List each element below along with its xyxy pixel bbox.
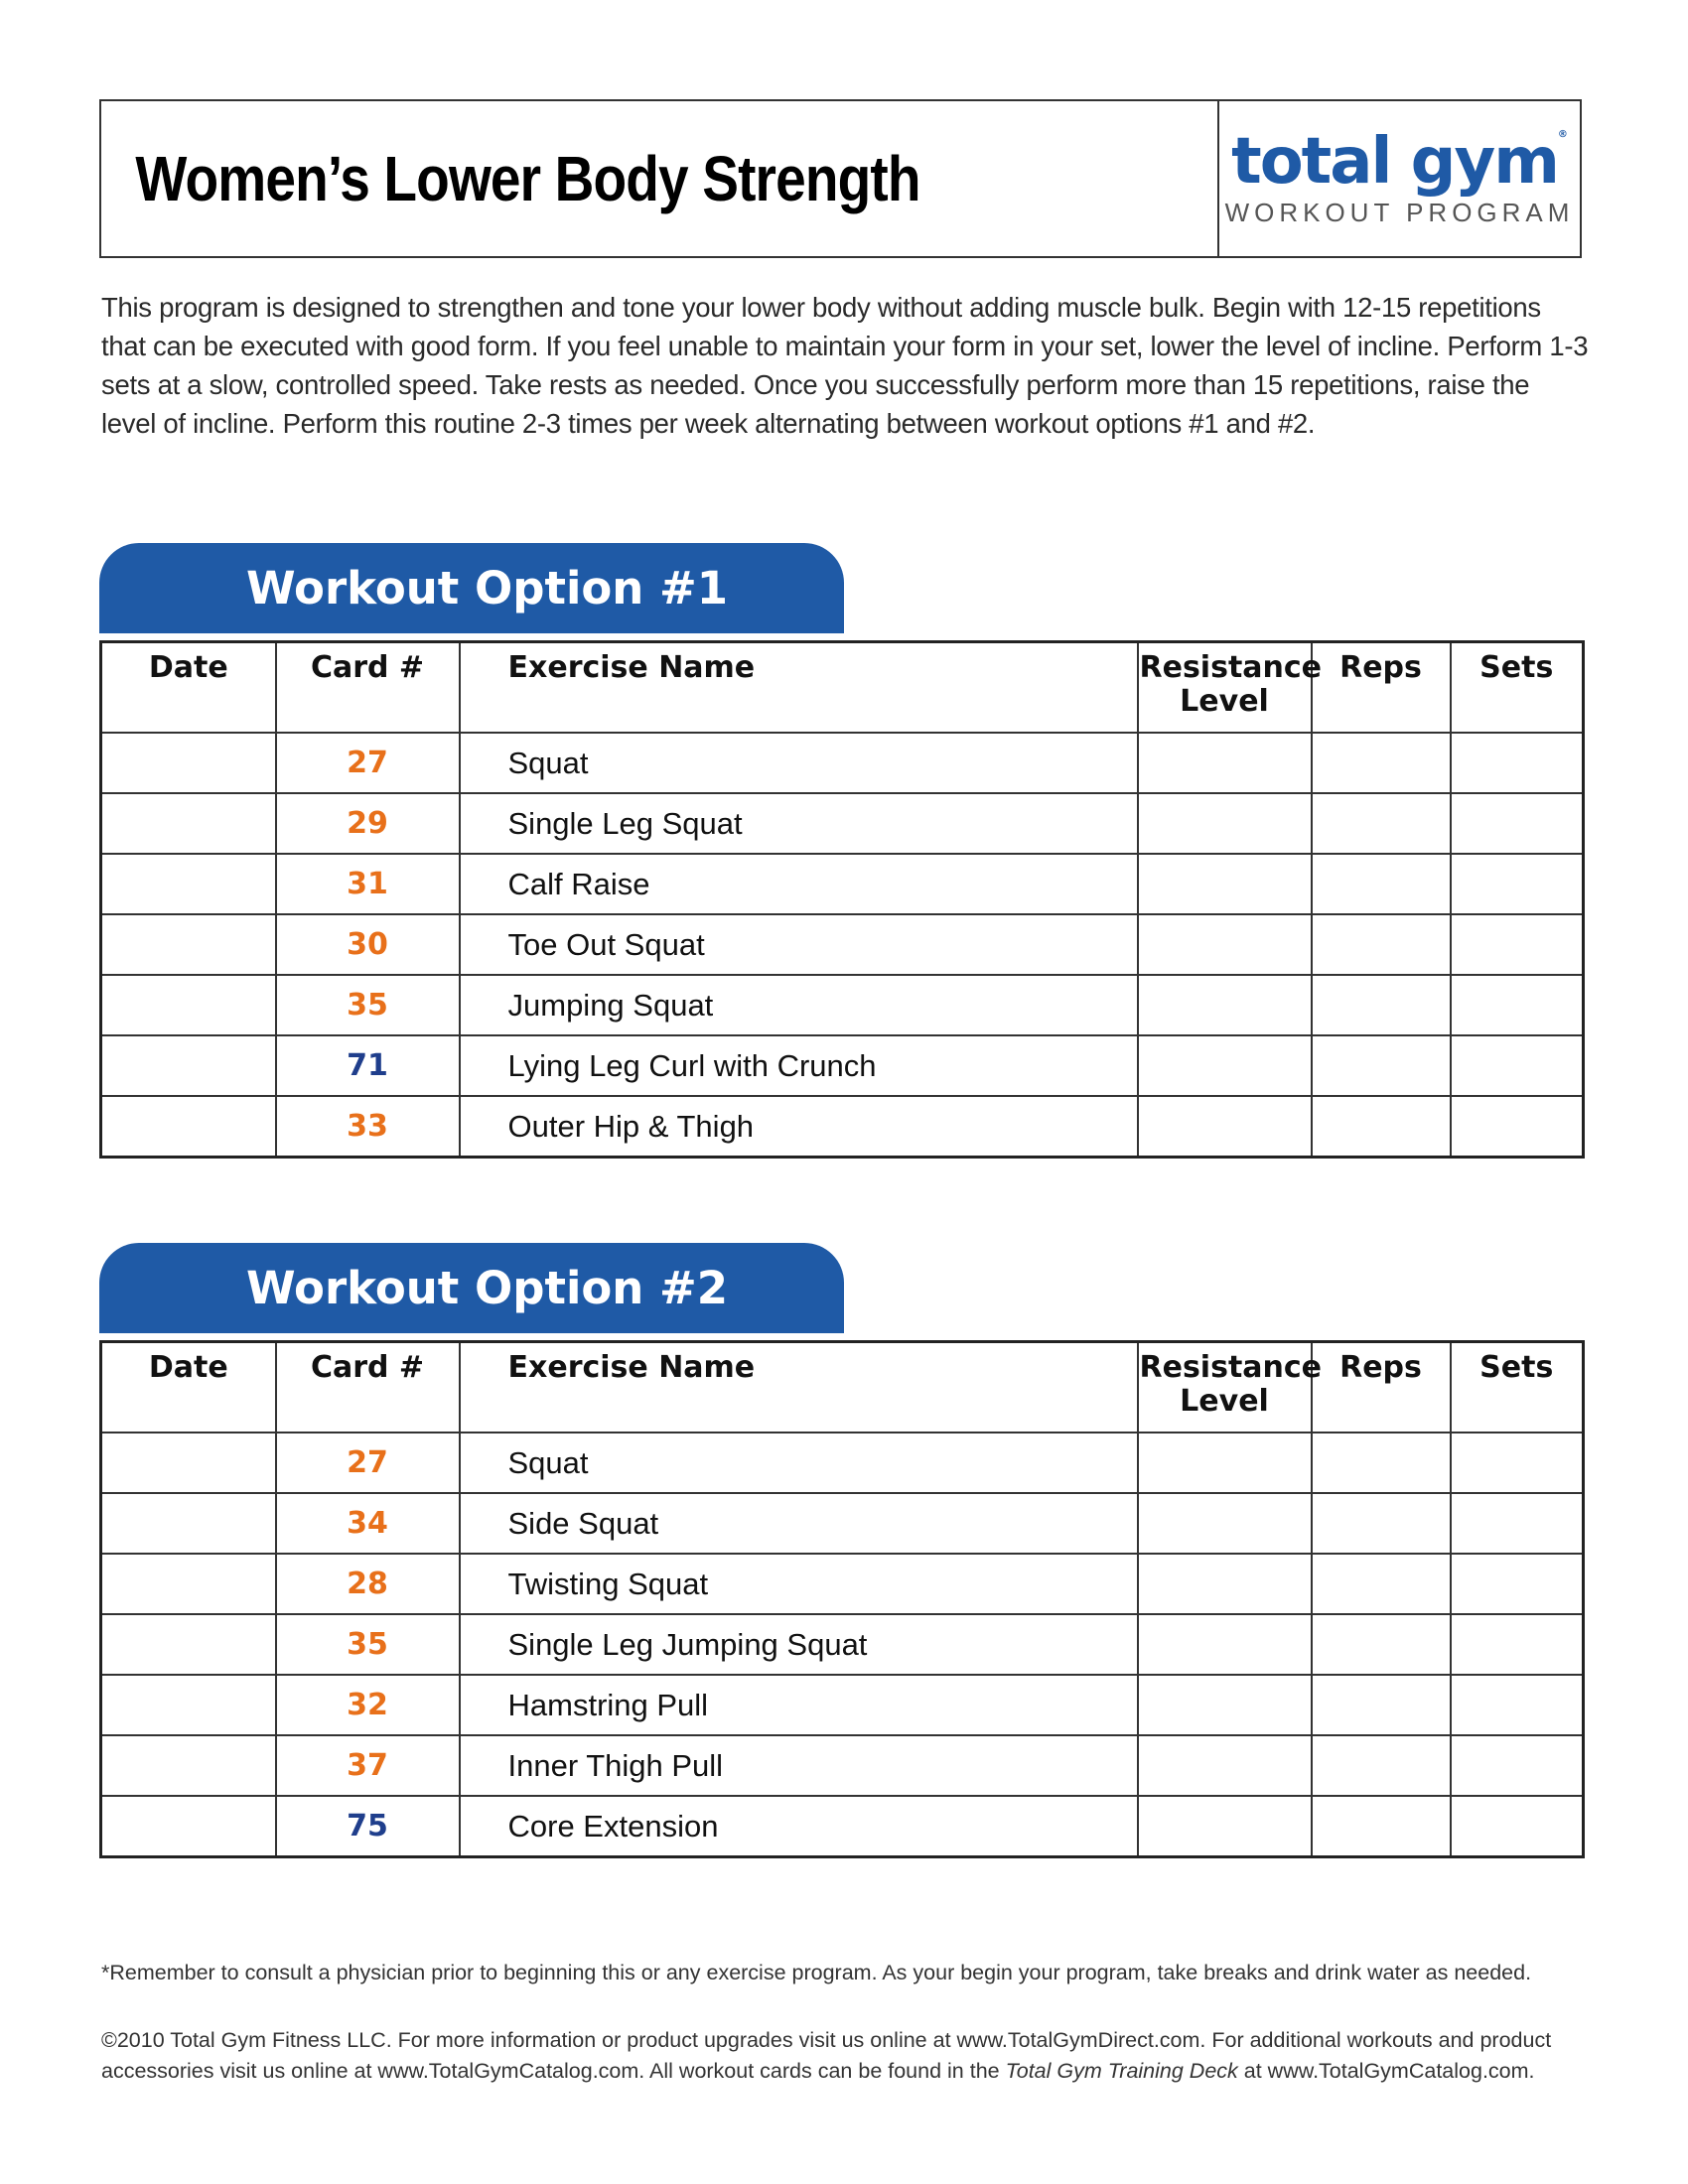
- col-sets: Sets: [1451, 1342, 1584, 1433]
- col-reps: Reps: [1312, 642, 1451, 734]
- sets-cell[interactable]: [1451, 733, 1584, 793]
- resistance-cell[interactable]: [1138, 793, 1312, 854]
- sets-cell[interactable]: [1451, 914, 1584, 975]
- reps-cell[interactable]: [1312, 975, 1451, 1035]
- workout-option-2: [99, 1243, 1582, 1858]
- card-number: 34: [276, 1493, 460, 1554]
- sets-cell[interactable]: [1451, 793, 1584, 854]
- card-number: 28: [276, 1554, 460, 1614]
- col-sets: Sets: [1451, 642, 1584, 734]
- card-number: 32: [276, 1675, 460, 1735]
- reps-cell[interactable]: [1312, 1035, 1451, 1096]
- training-deck-title: Total Gym Training Deck: [1005, 2059, 1238, 2083]
- workout-option-title: Workout Option #2: [99, 1243, 844, 1333]
- sets-cell[interactable]: [1451, 1096, 1584, 1158]
- resistance-cell[interactable]: [1138, 1554, 1312, 1614]
- reps-cell[interactable]: [1312, 1096, 1451, 1158]
- col-reps: Reps: [1312, 1342, 1451, 1433]
- col-exercise: Exercise Name: [460, 642, 1138, 734]
- sets-cell[interactable]: [1451, 1614, 1584, 1675]
- date-cell[interactable]: [101, 733, 276, 793]
- exercise-name: Core Extension: [460, 1796, 1138, 1857]
- table-row: [101, 975, 1584, 1035]
- resistance-cell[interactable]: [1138, 733, 1312, 793]
- card-number: 27: [276, 1433, 460, 1493]
- date-cell[interactable]: [101, 1735, 276, 1796]
- table-row: [101, 854, 1584, 914]
- exercise-name: Hamstring Pull: [460, 1675, 1138, 1735]
- card-number: 33: [276, 1096, 460, 1158]
- resistance-cell[interactable]: [1138, 1096, 1312, 1158]
- resistance-cell[interactable]: [1138, 854, 1312, 914]
- table-row: [101, 1796, 1584, 1857]
- reps-cell[interactable]: [1312, 793, 1451, 854]
- resistance-cell[interactable]: [1138, 914, 1312, 975]
- card-number: 31: [276, 854, 460, 914]
- logo-wordmark-text: total gym: [1231, 124, 1558, 199]
- reps-cell[interactable]: [1312, 1796, 1451, 1857]
- col-date: Date: [101, 1342, 276, 1433]
- date-cell[interactable]: [101, 1614, 276, 1675]
- table-row: [101, 1675, 1584, 1735]
- sets-cell[interactable]: [1451, 1735, 1584, 1796]
- logo-wordmark: [1231, 124, 1568, 199]
- col-resistance-line2: Level: [1180, 684, 1269, 719]
- date-cell[interactable]: [101, 1035, 276, 1096]
- date-cell[interactable]: [101, 975, 276, 1035]
- date-cell[interactable]: [101, 854, 276, 914]
- workout-option-1: [99, 543, 1582, 1159]
- card-number: 71: [276, 1035, 460, 1096]
- resistance-cell[interactable]: [1138, 1675, 1312, 1735]
- resistance-cell[interactable]: [1138, 1493, 1312, 1554]
- table-row: [101, 1614, 1584, 1675]
- reps-cell[interactable]: [1312, 1614, 1451, 1675]
- reps-cell[interactable]: [1312, 914, 1451, 975]
- exercise-name: Twisting Squat: [460, 1554, 1138, 1614]
- date-cell[interactable]: [101, 1796, 276, 1857]
- resistance-cell[interactable]: [1138, 1614, 1312, 1675]
- card-number: 75: [276, 1796, 460, 1857]
- reps-cell[interactable]: [1312, 1493, 1451, 1554]
- exercise-name: Squat: [460, 733, 1138, 793]
- date-cell[interactable]: [101, 1096, 276, 1158]
- table-header-row: [101, 642, 1584, 734]
- sets-cell[interactable]: [1451, 1675, 1584, 1735]
- copyright-text-2: at www.TotalGymCatalog.com.: [1237, 2059, 1535, 2083]
- sets-cell[interactable]: [1451, 1035, 1584, 1096]
- table-row: [101, 1735, 1584, 1796]
- table-row: [101, 1433, 1584, 1493]
- exercise-name: Single Leg Squat: [460, 793, 1138, 854]
- exercise-name: Squat: [460, 1433, 1138, 1493]
- reps-cell[interactable]: [1312, 1433, 1451, 1493]
- page-title: Women’s Lower Body Strength: [135, 143, 920, 214]
- sets-cell[interactable]: [1451, 854, 1584, 914]
- table-header-row: [101, 1342, 1584, 1433]
- header-box: [99, 99, 1582, 258]
- exercise-name: Inner Thigh Pull: [460, 1735, 1138, 1796]
- date-cell[interactable]: [101, 1675, 276, 1735]
- copyright-notice: [101, 2025, 1591, 2087]
- logo-subtitle: WORKOUT PROGRAM: [1224, 197, 1575, 227]
- col-date: Date: [101, 642, 276, 734]
- resistance-cell[interactable]: [1138, 1735, 1312, 1796]
- sets-cell[interactable]: [1451, 1554, 1584, 1614]
- sets-cell[interactable]: [1451, 1796, 1584, 1857]
- col-resistance: [1138, 1342, 1323, 1433]
- table-row: [101, 1035, 1584, 1096]
- col-resistance-line1: Resistance: [1139, 1350, 1323, 1385]
- card-number: 35: [276, 975, 460, 1035]
- reps-cell[interactable]: [1312, 733, 1451, 793]
- col-resistance-line1: Resistance: [1139, 650, 1323, 685]
- sets-cell[interactable]: [1451, 1493, 1584, 1554]
- exercise-name: Toe Out Squat: [460, 914, 1138, 975]
- workout-table: [99, 1340, 1585, 1858]
- table-row: [101, 914, 1584, 975]
- exercise-name: Jumping Squat: [460, 975, 1138, 1035]
- reps-cell[interactable]: [1312, 1675, 1451, 1735]
- exercise-name: Calf Raise: [460, 854, 1138, 914]
- date-cell[interactable]: [101, 1554, 276, 1614]
- card-number: 35: [276, 1614, 460, 1675]
- reps-cell[interactable]: [1312, 854, 1451, 914]
- copyright-text-1: ©2010 Total Gym Fitness LLC. For more information or product upgrades visit us online at www.TotalGymDirect.com. For additional workouts and product accessories visit us online at www.TotalGymCatalog.com. All workout cards can be found in the: [101, 2028, 1552, 2083]
- table-row: [101, 733, 1584, 793]
- date-cell[interactable]: [101, 1433, 276, 1493]
- table-row: [101, 1096, 1584, 1158]
- reps-cell[interactable]: [1312, 1554, 1451, 1614]
- sets-cell[interactable]: [1451, 1433, 1584, 1493]
- resistance-cell[interactable]: [1138, 1796, 1312, 1857]
- date-cell[interactable]: [101, 914, 276, 975]
- col-exercise: Exercise Name: [460, 1342, 1138, 1433]
- card-number: 30: [276, 914, 460, 975]
- sets-cell[interactable]: [1451, 975, 1584, 1035]
- resistance-cell[interactable]: [1138, 1035, 1312, 1096]
- resistance-cell[interactable]: [1138, 975, 1312, 1035]
- workout-table: [99, 640, 1585, 1159]
- physician-footnote: *Remember to consult a physician prior to beginning this or any exercise program. As your begin your program, take breaks and drink water as needed.: [101, 1961, 1532, 1984]
- workout-option-title: Workout Option #1: [99, 543, 844, 633]
- intro-paragraph: This program is designed to strengthen and tone your lower body without adding muscle bulk. Begin with 12-15 repetitions that can be executed with good form. If you feel unable to maintain your form in your set, lower the level of incline. Perform 1-3 sets at a slow, controlled speed. Take rests as needed. Once you successfully perform more than 15 repetitions, raise the level of incline. Perform this routine 2-3 times per week alternating between workout options #1 and #2.: [101, 292, 1589, 439]
- exercise-name: Single Leg Jumping Squat: [460, 1614, 1138, 1675]
- reps-cell[interactable]: [1312, 1735, 1451, 1796]
- total-gym-logo: [1217, 101, 1580, 256]
- col-resistance-line2: Level: [1180, 1384, 1269, 1419]
- card-number: 37: [276, 1735, 460, 1796]
- exercise-name: Outer Hip & Thigh: [460, 1096, 1138, 1158]
- date-cell[interactable]: [101, 1493, 276, 1554]
- table-row: [101, 1493, 1584, 1554]
- col-card: Card #: [276, 642, 460, 734]
- trademark-symbol: ®: [1557, 128, 1568, 140]
- exercise-name: Side Squat: [460, 1493, 1138, 1554]
- col-card: Card #: [276, 1342, 460, 1433]
- card-number: 27: [276, 733, 460, 793]
- card-number: 29: [276, 793, 460, 854]
- exercise-name: Lying Leg Curl with Crunch: [460, 1035, 1138, 1096]
- table-row: [101, 1554, 1584, 1614]
- resistance-cell[interactable]: [1138, 1433, 1312, 1493]
- table-row: [101, 793, 1584, 854]
- col-resistance: [1138, 642, 1323, 734]
- date-cell[interactable]: [101, 793, 276, 854]
